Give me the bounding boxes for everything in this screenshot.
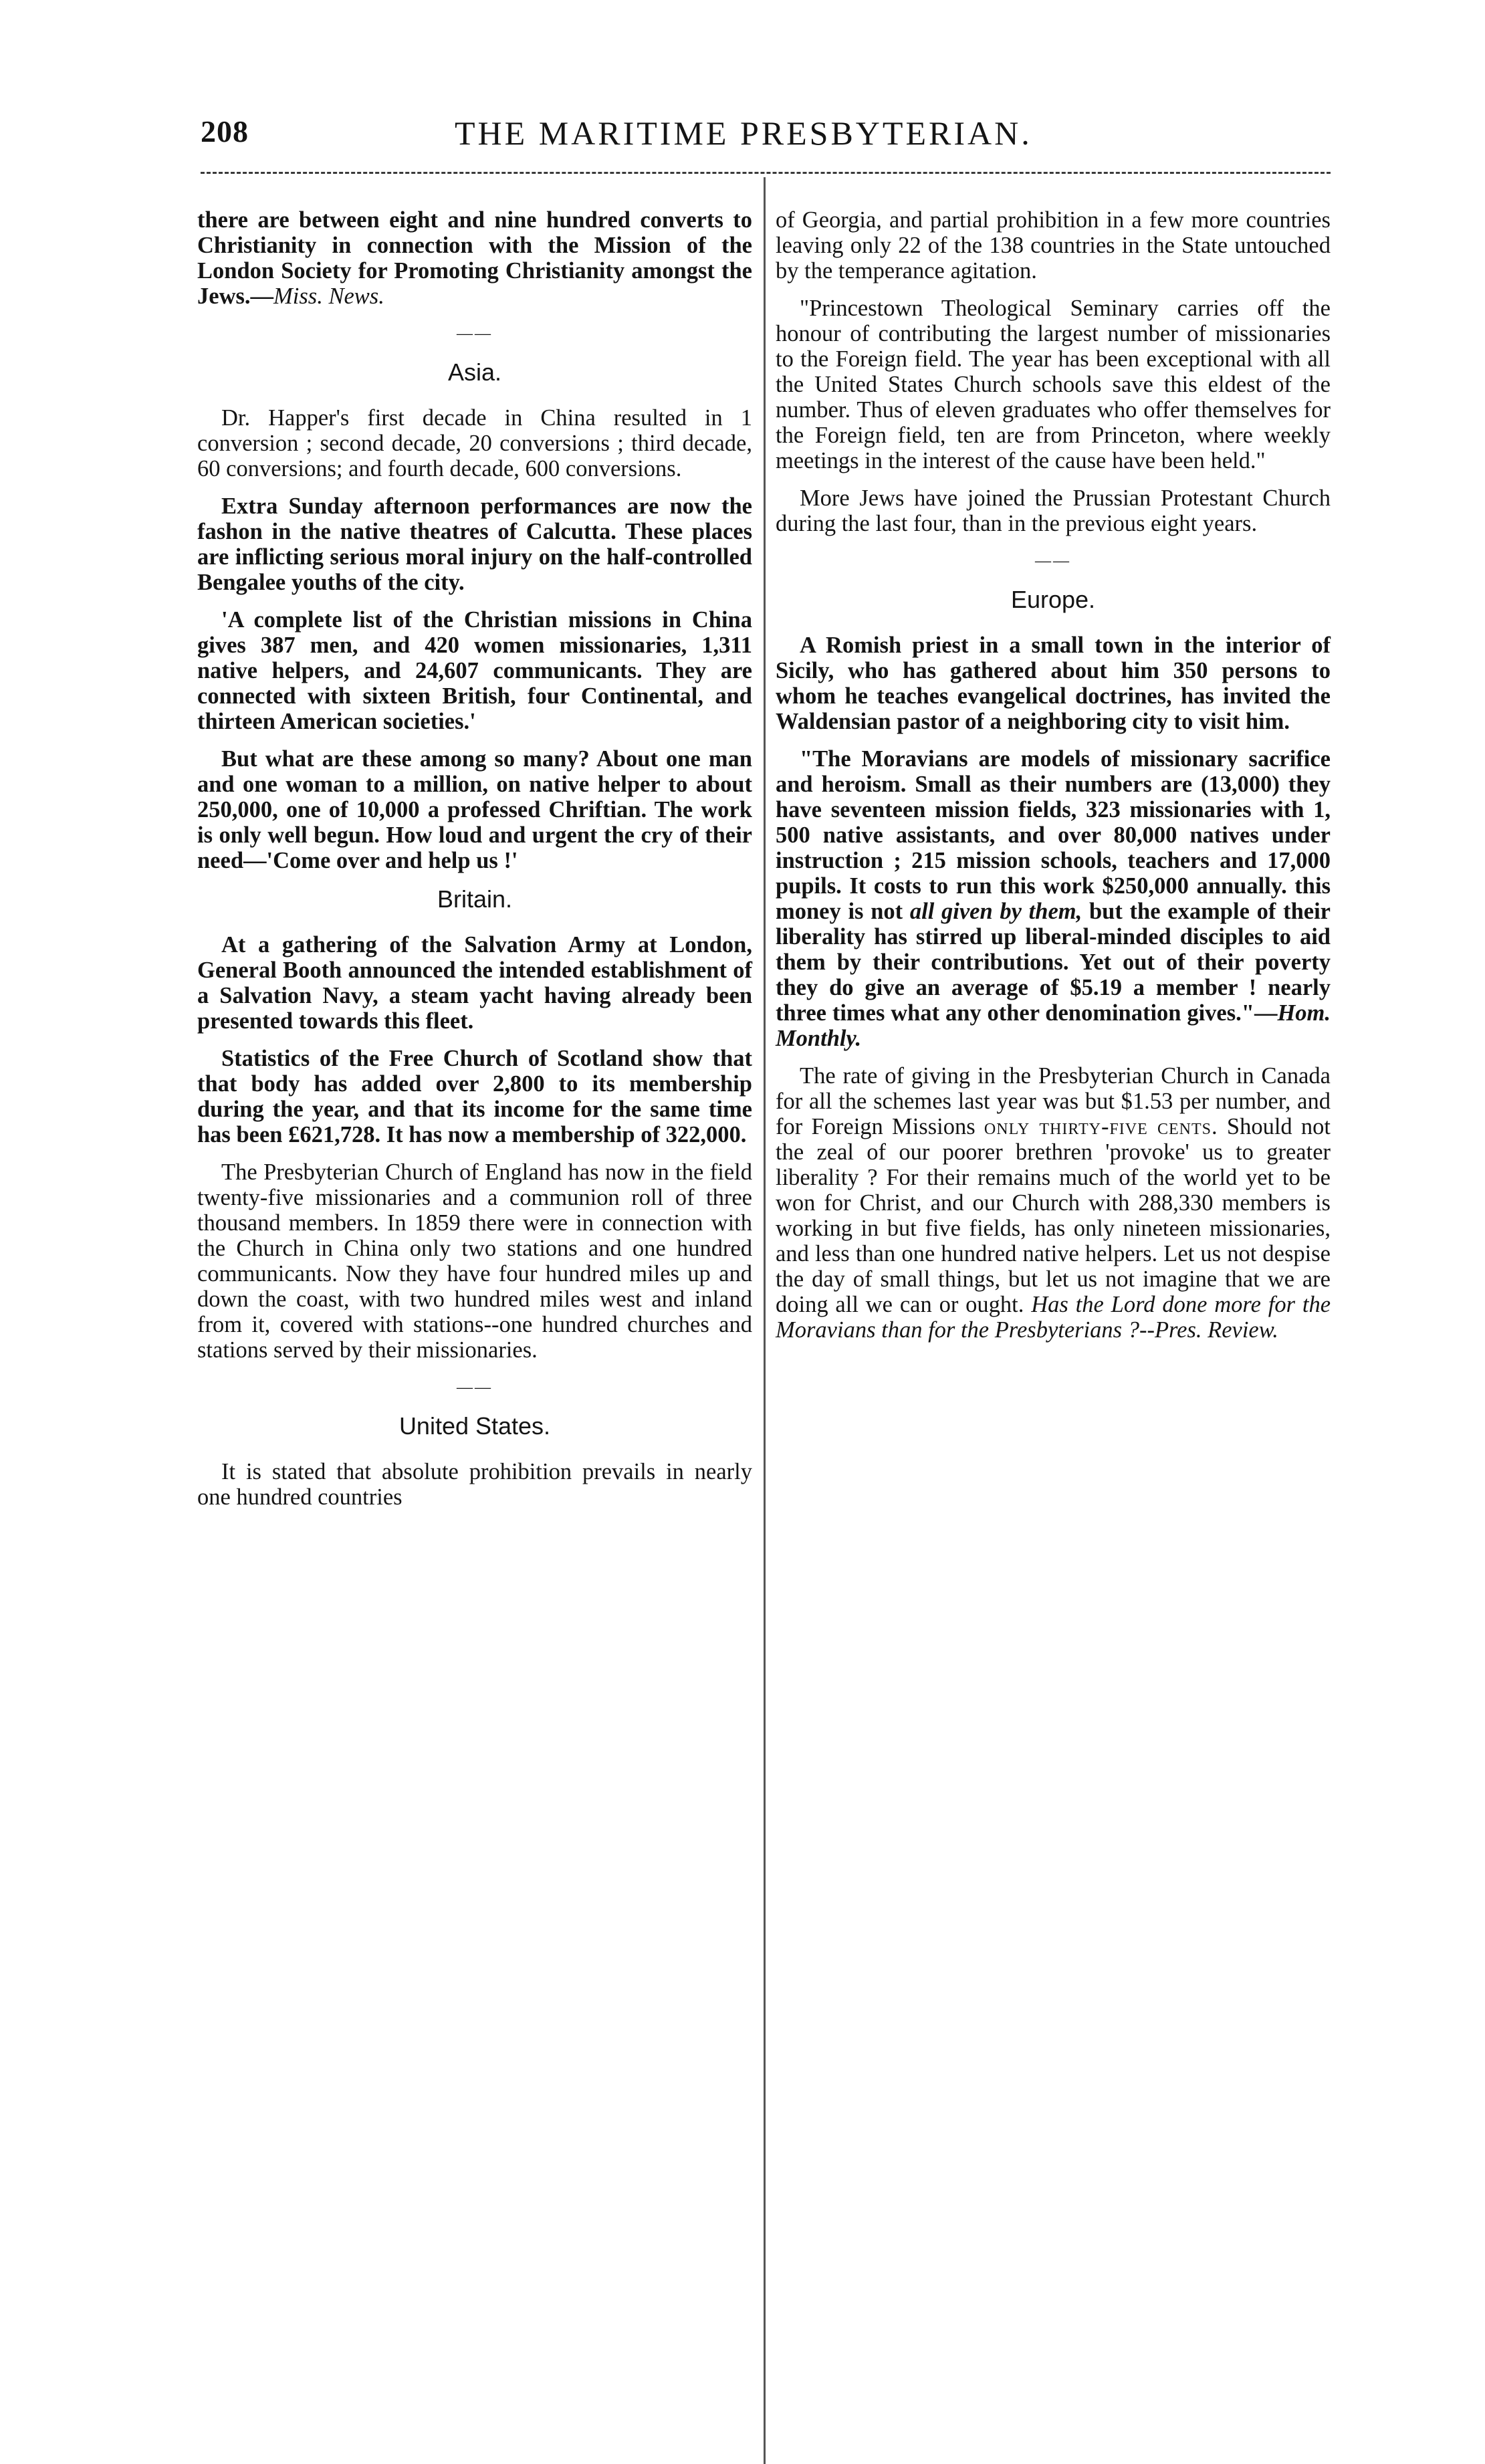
- paragraph-calcutta: Extra Sunday afternoon performances are now the fashon in the native theatres of Calcutta. These places are inflicting serious moral injury on the half-controlled Bengalee youths of the city.: [197, 493, 752, 595]
- running-title: THE MARITIME PRESBYTERIAN.: [455, 114, 1032, 152]
- paragraph-prussian-jews: More Jews have joined the Prussian Protestant Church during the last four, than in the previous eight years.: [776, 485, 1331, 536]
- source-citation: Miss. News.: [273, 284, 384, 309]
- paragraph-free-church: Statistics of the Free Church of Scotland show that that body has added over 2,800 to its membership during the year, and that its income for the same time has been £621,728. It has now a membership of 322,000.: [197, 1046, 752, 1147]
- paragraph-canada-giving: [776, 1063, 1331, 1343]
- paragraph-church-of-england: The Presbyterian Church of England has now in the field twenty-five missionaries and a communion roll of three thousand members. In 1859 there were in connection with the Church in China only two stations and one hundred communicants. Now they have four hundred miles up and down the coast, with two hundred miles west and inland from it, covered with stations--one hundred churches and stations served by their missionaries.: [197, 1159, 752, 1363]
- paragraph-princeton: "Princestown Theological Seminary carries off the honour of contributing the largest number of missionaries to the Foreign field. The year has been exceptional with all the United States Church schools save this eldest of the number. Thus of eleven graduates who offer themselves for the Foreign field, ten are from Princeton, where weekly meetings in the interest of the cause have been held.": [776, 296, 1331, 473]
- column-divider: [764, 177, 766, 2464]
- italic-text: all given by them,: [909, 899, 1082, 924]
- paragraph-salvation-army: At a gathering of the Salvation Army at London, General Booth announced the intended establishment of a Salvation Navy, a steam yacht having already been presented towards this fleet.: [197, 932, 752, 1034]
- paragraph-jews-converts: [197, 207, 752, 309]
- paragraph-prohibition: It is stated that absolute prohibition prevails in nearly one hundred countries: [197, 1459, 752, 1510]
- left-column: [197, 207, 752, 1522]
- heading-europe: Europe.: [1010, 586, 1096, 613]
- paragraph-happer: Dr. Happer's first decade in China resulted in 1 conversion ; second decade, 20 conversions ; third decade, 60 conversions; and fourth decade, 600 conversions.: [197, 405, 752, 481]
- source-citation: Hom. Monthly.: [776, 1000, 1331, 1051]
- paragraph-china-missions: 'A complete list of the Christian missions in China gives 387 men, and 420 women missionaries, 1,311 native helpers, and 24,607 communicants. They are connected with sixteen British, four Continental, and thirteen American societies.': [197, 607, 752, 734]
- small-caps-text: only thirty-five cents.: [984, 1114, 1218, 1139]
- paragraph-moravians: [776, 746, 1331, 1051]
- header-rule: [201, 172, 1331, 174]
- page-number: 208: [201, 114, 249, 148]
- section-divider: ——: [1035, 552, 1071, 570]
- heading-asia: Asia.: [447, 358, 502, 386]
- source-citation: Has the Lord done more for the Moravians than for the Presbyterians ?--Pres. Review.: [776, 1292, 1331, 1343]
- paragraph-text: The rate of giving in the Presbyterian Church in Canada for all the schemes last year was but $1.53 per number, and for Foreign Missions: [776, 1063, 1331, 1139]
- paragraph-georgia: of Georgia, and partial prohibition in a few more countries leaving only 22 of the 138 countries in the State untouched by the temperance agitation.: [776, 207, 1331, 284]
- heading-united-states: United States.: [398, 1412, 551, 1440]
- paragraph-text: but the example of their liberality has stirred up liberal-minded disciples to aid them by their contributions. Yet out of their poverty they do give an average of $5.19 a member ! nearly three times what any other denomination gives."—: [776, 899, 1331, 1026]
- paragraph-but-what: But what are these among so many? About one man and one woman to a million, on native helper to about 250,000, one of 10,000 a professed Chriftian. The work is only well begun. How loud and urgent the cry of their need—'Come over and help us !': [197, 746, 752, 873]
- paragraph-sicily-priest: A Romish priest in a small town in the interior of Sicily, who has gathered about him 350 persons to whom he teaches evangelical doctrines, has invited the Waldensian pastor of a neighboring city to visit him.: [776, 633, 1331, 734]
- section-divider: ——: [457, 325, 493, 342]
- section-divider: ——: [457, 1379, 493, 1396]
- paragraph-text: there are between eight and nine hundred converts to Christianity in connection with the Mission of the London Society for Promoting Christianity amongst the Jews.—: [197, 207, 752, 309]
- paragraph-text: Should not the zeal of our poorer brethren 'provoke' us to greater liberality ? For their remains much of the world yet to be won for Christ, and our Church with 288,330 members is working in but five fields, has only nineteen missionaries, and less than one hundred native helpers. Let us not despise the day of small things, but let us not imagine that we are doing all we can or ought.: [776, 1114, 1331, 1317]
- paragraph-text: "The Moravians are models of missionary sacrifice and heroism. Small as their numbers are (13,000) they have seventeen mission fields, 323 missionaries with 1, 500 native assistants, and over 80,000 natives under instruction ; 215 mission schools, teachers and 17,000 pupils. It costs to run this work $250,000 annually. this money is not: [776, 746, 1331, 924]
- heading-britain: Britain.: [437, 885, 513, 913]
- right-column: [776, 207, 1331, 1355]
